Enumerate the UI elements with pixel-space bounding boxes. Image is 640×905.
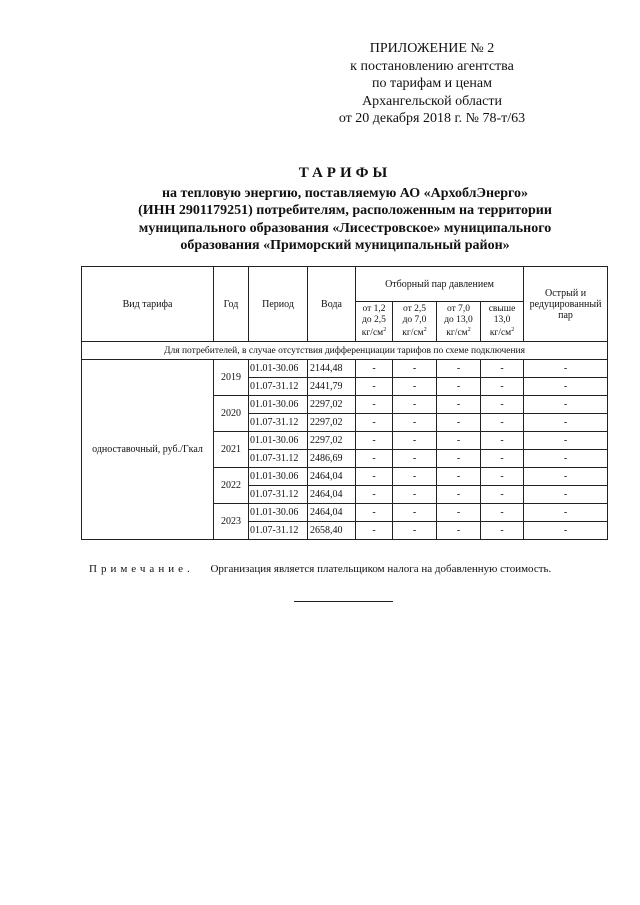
steam-cell: - — [356, 432, 393, 450]
period-cell: 01.07-31.12 — [249, 522, 308, 540]
header-sharp-line: пар — [558, 309, 573, 321]
steam-cell: - — [437, 504, 481, 522]
sharp-steam-cell: - — [524, 522, 608, 540]
header-unit — [437, 325, 480, 339]
header-tariff-type: Вид тарифа — [82, 267, 214, 342]
water-cell: 2464,04 — [308, 468, 356, 486]
year-cell: 2022 — [214, 468, 249, 504]
header-unit — [356, 325, 392, 339]
sharp-steam-cell: - — [524, 468, 608, 486]
period-cell: 01.07-31.12 — [249, 378, 308, 396]
period-cell: 01.07-31.12 — [249, 486, 308, 504]
header-unit — [481, 325, 523, 339]
appendix-line: к постановлению агентства — [350, 58, 514, 74]
steam-cell: - — [437, 378, 481, 396]
header-water: Вода — [308, 267, 356, 342]
header-line: до 13,0 — [444, 314, 473, 325]
header-line: от 1,2 — [362, 304, 386, 315]
period-cell: 01.01-30.06 — [249, 468, 308, 486]
steam-cell: - — [481, 360, 524, 378]
water-cell: 2464,04 — [308, 486, 356, 504]
steam-cell: - — [393, 432, 437, 450]
water-cell: 2658,40 — [308, 522, 356, 540]
year-cell: 2023 — [214, 504, 249, 540]
section-caption: Для потребителей, в случае отсутствия дифференциации тарифов по схеме подключения — [82, 342, 608, 360]
subtitle-line: муниципального образования «Лисестровское» муниципального — [138, 220, 552, 236]
appendix-line: Архангельской области — [362, 93, 502, 109]
steam-cell: - — [356, 378, 393, 396]
steam-cell: - — [437, 468, 481, 486]
steam-cell: - — [437, 486, 481, 504]
water-cell: 2486,69 — [308, 450, 356, 468]
subtitle-line: (ИНН 2901179251) потребителям, расположенным на территории — [138, 203, 552, 218]
steam-cell: - — [393, 522, 437, 540]
tariffs-table — [81, 266, 608, 540]
header-steam-4 — [481, 302, 524, 342]
sharp-steam-cell: - — [524, 414, 608, 432]
header-line: от 2,5 — [402, 304, 427, 315]
steam-cell: - — [437, 522, 481, 540]
steam-cell: - — [393, 378, 437, 396]
unit-sup: 2 — [423, 327, 427, 334]
sharp-steam-cell: - — [524, 486, 608, 504]
steam-cell: - — [393, 360, 437, 378]
water-cell: 2297,02 — [308, 414, 356, 432]
steam-cell: - — [481, 504, 524, 522]
steam-cell: - — [481, 468, 524, 486]
unit-text: кг/см — [402, 328, 424, 339]
unit-sup: 2 — [511, 327, 515, 334]
period-cell: 01.07-31.12 — [249, 450, 308, 468]
steam-cell: - — [437, 432, 481, 450]
unit-sup: 2 — [467, 327, 471, 334]
header-steam-1 — [356, 302, 393, 342]
water-cell: 2144,48 — [308, 360, 356, 378]
water-cell: 2464,04 — [308, 504, 356, 522]
closing-divider — [294, 601, 393, 602]
sharp-steam-cell: - — [524, 432, 608, 450]
header-line: свыше — [488, 304, 516, 315]
subtitle-line: на тепловую энергию, поставляемую АО «АрхоблЭнерго» — [161, 185, 529, 201]
footnote-label: Примечание. — [89, 563, 194, 575]
sharp-steam-cell: - — [524, 504, 608, 522]
appendix-line: по тарифам и ценам — [372, 76, 492, 91]
tariff-type-cell: одноставочный, руб./Гкал — [82, 360, 214, 540]
steam-cell: - — [393, 396, 437, 414]
document-title-block — [60, 165, 630, 255]
subtitle-line: образования «Приморский муниципальный район» — [180, 238, 510, 253]
header-line: до 7,0 — [402, 314, 427, 325]
steam-cell: - — [481, 432, 524, 450]
year-cell: 2019 — [214, 360, 249, 396]
steam-cell: - — [437, 414, 481, 432]
steam-cell: - — [356, 468, 393, 486]
appendix-title: ПРИЛОЖЕНИЕ № 2 — [369, 41, 495, 56]
steam-cell: - — [481, 414, 524, 432]
header-sharp-line: Острый и — [544, 287, 587, 299]
unit-sup: 2 — [383, 327, 387, 334]
steam-cell: - — [356, 360, 393, 378]
steam-cell: - — [356, 522, 393, 540]
header-steam-3 — [437, 302, 481, 342]
steam-cell: - — [393, 486, 437, 504]
footnote-text: Организация является плательщиком налога на добавленную стоимость. — [210, 563, 552, 575]
steam-cell: - — [393, 450, 437, 468]
water-cell: 2297,02 — [308, 396, 356, 414]
period-cell: 01.01-30.06 — [249, 504, 308, 522]
steam-cell: - — [356, 396, 393, 414]
steam-cell: - — [437, 360, 481, 378]
header-sharp-steam — [524, 267, 608, 342]
appendix-date: от 20 декабря 2018 г. № 78-т/63 — [338, 111, 526, 126]
header-steam-2 — [393, 302, 437, 342]
header-sharp-line: редуцированный — [529, 298, 602, 310]
header-line: 13,0 — [493, 314, 511, 325]
period-cell: 01.01-30.06 — [249, 396, 308, 414]
period-cell: 01.01-30.06 — [249, 360, 308, 378]
steam-cell: - — [393, 504, 437, 522]
steam-cell: - — [356, 504, 393, 522]
header-unit — [393, 325, 436, 339]
sharp-steam-cell: - — [524, 396, 608, 414]
steam-cell: - — [437, 450, 481, 468]
steam-cell: - — [481, 486, 524, 504]
unit-text: кг/см — [446, 328, 468, 339]
appendix-header — [302, 40, 562, 128]
water-cell: 2297,02 — [308, 432, 356, 450]
header-line: от 7,0 — [446, 304, 471, 315]
header-line: до 2,5 — [362, 314, 386, 325]
steam-cell: - — [481, 522, 524, 540]
year-cell: 2020 — [214, 396, 249, 432]
water-cell: 2441,79 — [308, 378, 356, 396]
header-period: Период — [249, 267, 308, 342]
sharp-steam-cell: - — [524, 378, 608, 396]
sharp-steam-cell: - — [524, 450, 608, 468]
table-row — [82, 360, 608, 378]
steam-cell: - — [481, 396, 524, 414]
header-year: Год — [214, 267, 249, 342]
footnote — [89, 563, 551, 575]
steam-cell: - — [437, 396, 481, 414]
period-cell: 01.01-30.06 — [249, 432, 308, 450]
steam-cell: - — [481, 450, 524, 468]
steam-cell: - — [481, 378, 524, 396]
document-title: ТАРИФЫ — [298, 165, 392, 181]
year-cell: 2021 — [214, 432, 249, 468]
steam-cell: - — [393, 468, 437, 486]
steam-cell: - — [356, 486, 393, 504]
header-steam-group: Отборный пар давлением — [356, 267, 524, 302]
unit-text: кг/см — [361, 328, 384, 339]
steam-cell: - — [393, 414, 437, 432]
unit-text: кг/см — [489, 328, 512, 339]
steam-cell: - — [356, 450, 393, 468]
period-cell: 01.07-31.12 — [249, 414, 308, 432]
steam-cell: - — [356, 414, 393, 432]
sharp-steam-cell: - — [524, 360, 608, 378]
